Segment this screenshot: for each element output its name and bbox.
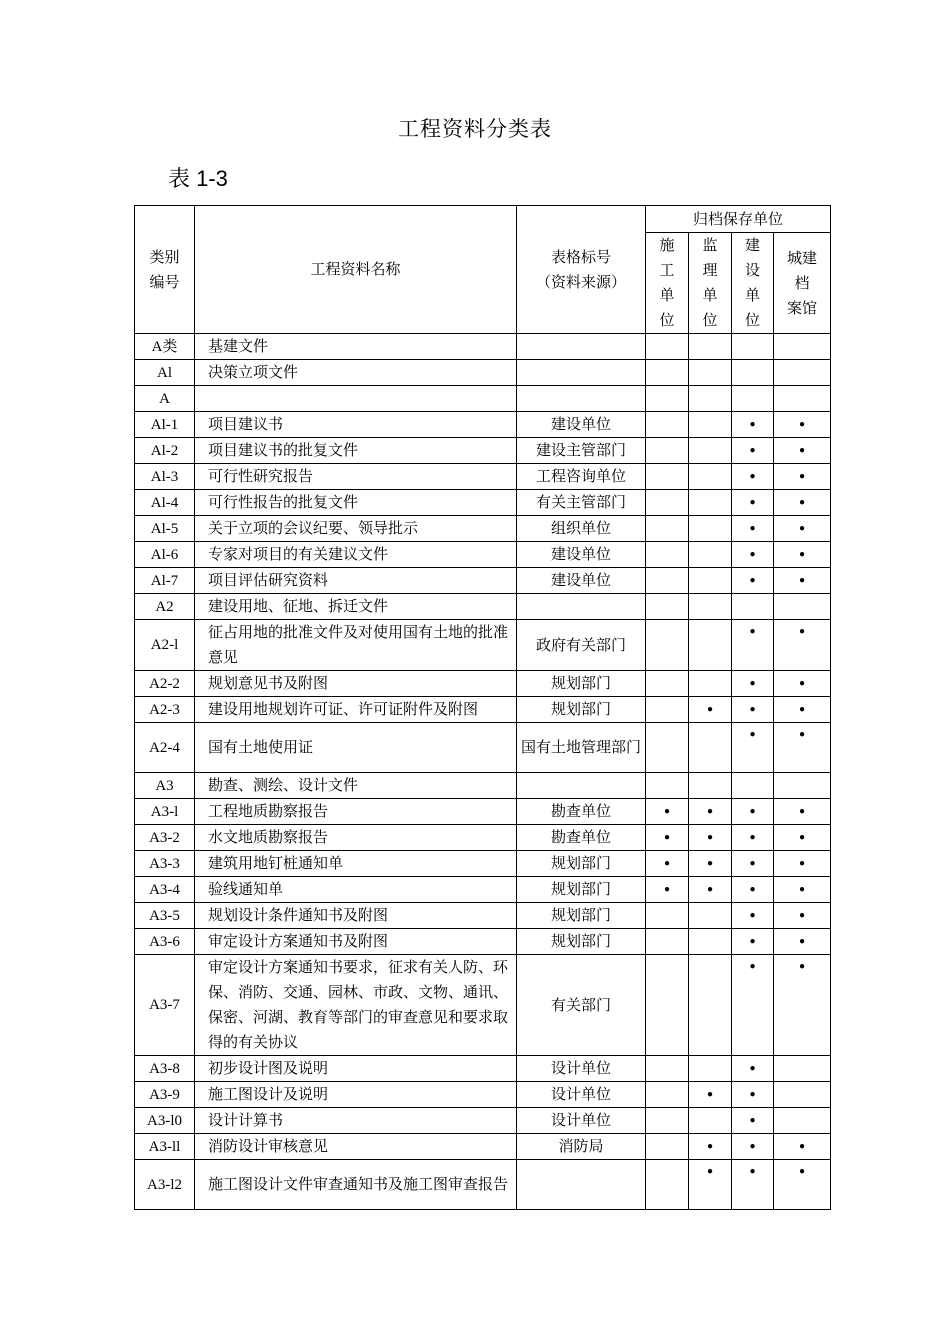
row-code: A3-2 <box>135 825 195 851</box>
row-name: 规划意见书及附图 <box>195 671 517 697</box>
row-name: 消防设计审核意见 <box>195 1134 517 1160</box>
archive-mark <box>689 773 732 799</box>
row-source <box>517 1160 646 1210</box>
classification-table <box>134 205 831 1210</box>
archive-mark: • <box>774 877 831 903</box>
archive-mark: • <box>732 464 774 490</box>
row-name: 工程地质勘察报告 <box>195 799 517 825</box>
archive-mark: • <box>732 825 774 851</box>
table-row <box>135 620 831 671</box>
archive-mark <box>646 1160 689 1210</box>
row-name: 关于立项的会议纪要、领导批示 <box>195 516 517 542</box>
row-code: A3-3 <box>135 851 195 877</box>
row-name: 水文地质勘察报告 <box>195 825 517 851</box>
row-source: 有关主管部门 <box>517 490 646 516</box>
row-name: 审定设计方案通知书要求，征求有关人防、环保、消防、交通、园林、市政、文物、通讯、保密、河湖、教育等部门的审查意见和要求取得的有关协议 <box>195 955 517 1056</box>
archive-mark <box>646 334 689 360</box>
table-number: 表 1-3 <box>168 166 228 191</box>
archive-mark <box>732 386 774 412</box>
row-source: 建设单位 <box>517 568 646 594</box>
archive-mark <box>689 671 732 697</box>
archive-mark <box>689 542 732 568</box>
row-name: 基建文件 <box>195 334 517 360</box>
archive-mark: • <box>732 851 774 877</box>
archive-mark <box>689 903 732 929</box>
archive-mark <box>646 929 689 955</box>
archive-mark: • <box>646 851 689 877</box>
row-code: Al-2 <box>135 438 195 464</box>
row-code: A3-7 <box>135 955 195 1056</box>
archive-mark: • <box>689 877 732 903</box>
table-row <box>135 929 831 955</box>
row-code: A3-l <box>135 799 195 825</box>
archive-mark: • <box>774 903 831 929</box>
archive-mark <box>646 438 689 464</box>
table-row <box>135 1056 831 1082</box>
row-source: 勘查单位 <box>517 825 646 851</box>
archive-mark <box>774 1082 831 1108</box>
row-code: Al-4 <box>135 490 195 516</box>
row-name: 验线通知单 <box>195 877 517 903</box>
row-name: 征占用地的批准文件及对使用国有土地的批准意见 <box>195 620 517 671</box>
row-source: 国有土地管理部门 <box>517 723 646 773</box>
header-archive-supervision: 监 理 单 位 <box>689 233 732 334</box>
archive-mark <box>689 568 732 594</box>
row-source <box>517 386 646 412</box>
row-code: Al-5 <box>135 516 195 542</box>
archive-mark <box>646 671 689 697</box>
archive-mark: • <box>732 1082 774 1108</box>
row-name: 勘查、测绘、设计文件 <box>195 773 517 799</box>
archive-mark: • <box>774 620 831 671</box>
row-source: 有关部门 <box>517 955 646 1056</box>
row-code: A2-l <box>135 620 195 671</box>
row-code: A类 <box>135 334 195 360</box>
archive-mark: • <box>732 542 774 568</box>
row-source: 工程咨询单位 <box>517 464 646 490</box>
table-row <box>135 955 831 1056</box>
header-source: 表格标号 （资料来源） <box>517 206 646 334</box>
document-title: 工程资料分类表 <box>398 117 552 141</box>
row-name: 施工图设计及说明 <box>195 1082 517 1108</box>
table-row <box>135 723 831 773</box>
row-source: 规划部门 <box>517 851 646 877</box>
table-row <box>135 1134 831 1160</box>
archive-mark <box>774 386 831 412</box>
row-code: A3 <box>135 773 195 799</box>
archive-mark: • <box>689 825 732 851</box>
archive-mark <box>646 773 689 799</box>
archive-mark <box>646 594 689 620</box>
row-code: Al <box>135 360 195 386</box>
table-row <box>135 516 831 542</box>
row-code: Al-7 <box>135 568 195 594</box>
archive-mark: • <box>774 825 831 851</box>
row-code: A3-6 <box>135 929 195 955</box>
archive-mark <box>732 360 774 386</box>
archive-mark <box>646 516 689 542</box>
row-code: A3-9 <box>135 1082 195 1108</box>
archive-mark: • <box>732 490 774 516</box>
archive-mark <box>646 723 689 773</box>
table-row <box>135 360 831 386</box>
row-source: 组织单位 <box>517 516 646 542</box>
archive-mark: • <box>689 799 732 825</box>
row-code: A2 <box>135 594 195 620</box>
archive-mark <box>689 723 732 773</box>
archive-mark: • <box>689 851 732 877</box>
row-name: 项目建议书 <box>195 412 517 438</box>
archive-mark <box>732 594 774 620</box>
row-name: 项目评估研究资料 <box>195 568 517 594</box>
archive-mark <box>646 1108 689 1134</box>
archive-mark <box>689 594 732 620</box>
archive-mark <box>646 1056 689 1082</box>
archive-mark: • <box>774 955 831 1056</box>
row-name: 建设用地规划许可证、许可证附件及附图 <box>195 697 517 723</box>
table-row <box>135 1082 831 1108</box>
row-source: 建设单位 <box>517 412 646 438</box>
archive-mark <box>774 594 831 620</box>
row-source <box>517 334 646 360</box>
archive-mark <box>646 542 689 568</box>
row-name: 专家对项目的有关建议文件 <box>195 542 517 568</box>
archive-mark <box>646 464 689 490</box>
table-row <box>135 1160 831 1210</box>
row-source: 规划部门 <box>517 877 646 903</box>
row-code: A2-4 <box>135 723 195 773</box>
archive-mark: • <box>689 697 732 723</box>
row-source: 规划部门 <box>517 697 646 723</box>
archive-mark <box>689 412 732 438</box>
header-name: 工程资料名称 <box>195 206 517 334</box>
archive-mark <box>689 464 732 490</box>
table-row <box>135 438 831 464</box>
archive-mark: • <box>774 516 831 542</box>
archive-mark: • <box>732 412 774 438</box>
archive-mark: • <box>774 1160 831 1210</box>
archive-mark <box>689 360 732 386</box>
table-row <box>135 773 831 799</box>
row-source: 设计单位 <box>517 1056 646 1082</box>
header-archive-city: 城建 档 案馆 <box>774 233 831 334</box>
archive-mark: • <box>774 1134 831 1160</box>
header-archive-group: 归档保存单位 <box>646 206 831 233</box>
archive-mark <box>689 955 732 1056</box>
row-source <box>517 594 646 620</box>
archive-mark: • <box>774 929 831 955</box>
archive-mark <box>774 1108 831 1134</box>
row-source: 设计单位 <box>517 1082 646 1108</box>
table-row <box>135 697 831 723</box>
archive-mark: • <box>774 464 831 490</box>
row-source: 勘查单位 <box>517 799 646 825</box>
archive-mark: • <box>732 903 774 929</box>
row-name: 决策立项文件 <box>195 360 517 386</box>
row-name: 建设用地、征地、拆迁文件 <box>195 594 517 620</box>
row-code: Al-3 <box>135 464 195 490</box>
row-name: 可行性报告的批复文件 <box>195 490 517 516</box>
table-row <box>135 568 831 594</box>
row-name: 建筑用地钉桩通知单 <box>195 851 517 877</box>
archive-mark <box>646 386 689 412</box>
archive-mark <box>646 1082 689 1108</box>
archive-mark <box>646 568 689 594</box>
archive-mark <box>646 1134 689 1160</box>
archive-mark <box>689 929 732 955</box>
archive-mark: • <box>774 438 831 464</box>
archive-mark: • <box>732 1056 774 1082</box>
archive-mark: • <box>774 568 831 594</box>
archive-mark: • <box>732 955 774 1056</box>
table-row <box>135 542 831 568</box>
archive-mark: • <box>689 1160 732 1210</box>
row-name: 国有土地使用证 <box>195 723 517 773</box>
row-name: 审定设计方案通知书及附图 <box>195 929 517 955</box>
archive-mark <box>774 773 831 799</box>
table-row <box>135 903 831 929</box>
archive-mark: • <box>646 799 689 825</box>
archive-mark: • <box>774 697 831 723</box>
row-source <box>517 773 646 799</box>
archive-mark: • <box>732 516 774 542</box>
archive-mark: • <box>732 723 774 773</box>
header-archive-owner: 建 设 单 位 <box>732 233 774 334</box>
archive-mark <box>689 386 732 412</box>
table-body <box>135 334 831 1210</box>
archive-mark <box>689 1056 732 1082</box>
header-code: 类别 编号 <box>135 206 195 334</box>
row-name: 初步设计图及说明 <box>195 1056 517 1082</box>
table-row <box>135 412 831 438</box>
row-name: 设计计算书 <box>195 1108 517 1134</box>
table-row <box>135 1108 831 1134</box>
row-source: 消防局 <box>517 1134 646 1160</box>
archive-mark: • <box>732 877 774 903</box>
archive-mark <box>689 516 732 542</box>
archive-mark: • <box>732 929 774 955</box>
archive-mark <box>774 1056 831 1082</box>
archive-mark: • <box>732 697 774 723</box>
archive-mark <box>774 360 831 386</box>
row-source: 规划部门 <box>517 671 646 697</box>
table-row <box>135 386 831 412</box>
table-row <box>135 671 831 697</box>
archive-mark <box>732 334 774 360</box>
row-source: 规划部门 <box>517 929 646 955</box>
archive-mark: • <box>732 799 774 825</box>
row-source <box>517 360 646 386</box>
table-header <box>135 206 831 334</box>
row-source: 规划部门 <box>517 903 646 929</box>
row-source: 设计单位 <box>517 1108 646 1134</box>
archive-mark <box>689 334 732 360</box>
archive-mark: • <box>689 1134 732 1160</box>
archive-mark <box>646 903 689 929</box>
row-code: A3-5 <box>135 903 195 929</box>
archive-mark: • <box>732 620 774 671</box>
archive-mark: • <box>774 542 831 568</box>
archive-mark: • <box>732 1108 774 1134</box>
archive-mark <box>689 438 732 464</box>
row-code: A2-3 <box>135 697 195 723</box>
archive-mark: • <box>732 568 774 594</box>
row-source: 建设主管部门 <box>517 438 646 464</box>
row-name <box>195 386 517 412</box>
archive-mark: • <box>732 671 774 697</box>
archive-mark <box>689 1108 732 1134</box>
archive-mark <box>774 334 831 360</box>
archive-mark: • <box>774 671 831 697</box>
row-source: 建设单位 <box>517 542 646 568</box>
archive-mark: • <box>646 825 689 851</box>
table-row <box>135 877 831 903</box>
table-row <box>135 825 831 851</box>
row-name: 项目建议书的批复文件 <box>195 438 517 464</box>
row-code: A3-l0 <box>135 1108 195 1134</box>
archive-mark: • <box>689 1082 732 1108</box>
archive-mark: • <box>732 438 774 464</box>
archive-mark <box>732 773 774 799</box>
row-name: 规划设计条件通知书及附图 <box>195 903 517 929</box>
table-row <box>135 464 831 490</box>
archive-mark: • <box>774 412 831 438</box>
archive-mark <box>646 490 689 516</box>
row-code: Al-6 <box>135 542 195 568</box>
row-source: 政府有关部门 <box>517 620 646 671</box>
archive-mark <box>646 697 689 723</box>
archive-mark <box>689 490 732 516</box>
table-row <box>135 851 831 877</box>
header-archive-construction: 施 工 单 位 <box>646 233 689 334</box>
archive-mark <box>646 412 689 438</box>
archive-mark: • <box>774 799 831 825</box>
table-row <box>135 594 831 620</box>
row-code: A3-4 <box>135 877 195 903</box>
row-code: A3-8 <box>135 1056 195 1082</box>
archive-mark: • <box>774 490 831 516</box>
table-row <box>135 799 831 825</box>
archive-mark <box>646 620 689 671</box>
archive-mark: • <box>646 877 689 903</box>
archive-mark: • <box>774 723 831 773</box>
archive-mark <box>689 620 732 671</box>
row-code: A2-2 <box>135 671 195 697</box>
archive-mark: • <box>774 851 831 877</box>
table-row <box>135 490 831 516</box>
row-name: 施工图设计文件审查通知书及施工图审查报告 <box>195 1160 517 1210</box>
row-code: A <box>135 386 195 412</box>
table-row <box>135 334 831 360</box>
archive-mark: • <box>732 1160 774 1210</box>
archive-mark <box>646 955 689 1056</box>
row-code: Al-1 <box>135 412 195 438</box>
row-code: A3-l2 <box>135 1160 195 1210</box>
archive-mark: • <box>732 1134 774 1160</box>
archive-mark <box>646 360 689 386</box>
row-code: A3-ll <box>135 1134 195 1160</box>
row-name: 可行性研究报告 <box>195 464 517 490</box>
